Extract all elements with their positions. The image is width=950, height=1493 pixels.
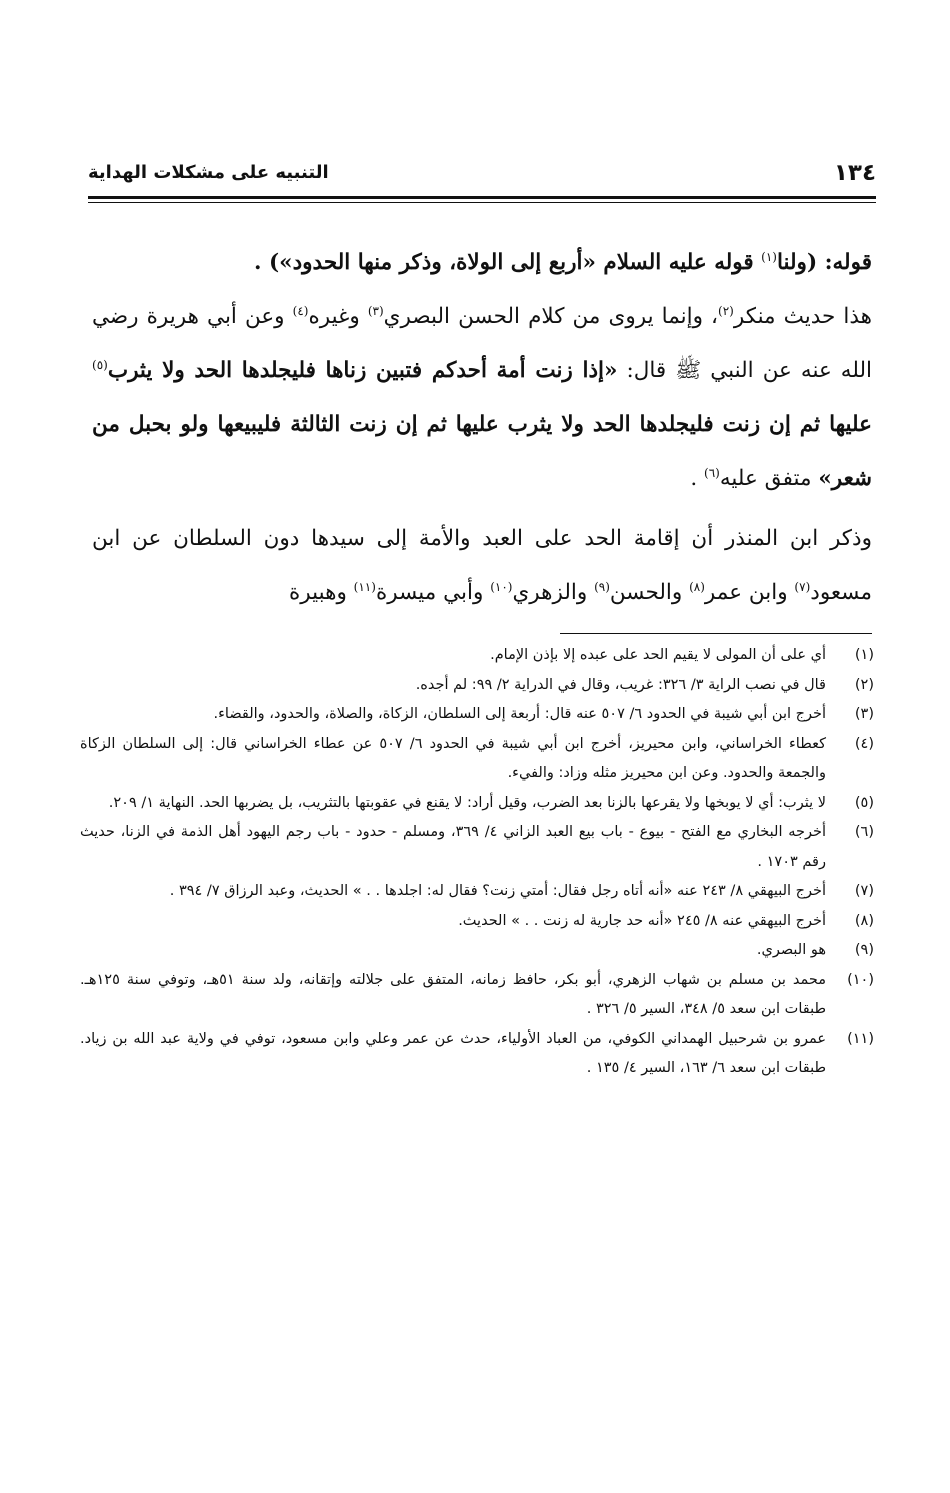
footnote-6 [80, 818, 874, 877]
p3-text-f: وهبيرة [289, 580, 354, 605]
footnote-ref-6: (٦) [704, 465, 720, 480]
footnote-ref-4: (٤) [292, 303, 309, 318]
paragraph-2 [92, 290, 872, 506]
footnote-text: محمد بن مسلم بن شهاب الزهري، أبو بكر، حافظ زمانه، المتفق على جلالته وإتقانه، ولد سنة ٥١هـ، وتوفي سنة ١٢٥هـ. طبقات ابن سعد ٥/ ٣٤٨، السير ٥/ ٣٢٦ . [80, 971, 827, 1017]
footnote-number: (٢) [854, 676, 874, 693]
footnote-5 [80, 789, 874, 819]
footnote-ref-2: (٢) [718, 303, 734, 318]
page-header [88, 160, 876, 186]
footnote-text: أخرج البيهقي عنه ٨/ ٢٤٥ «أنه حد جارية له زنت . . » الحديث. [458, 912, 826, 929]
p3-text-e: وأبي ميسرة [375, 580, 491, 605]
footnote-2 [80, 671, 874, 701]
footnote-4 [80, 730, 874, 789]
p1-text-b: قوله عليه السلام «أربع إلى الولاة، وذكر منها الحدود») . [254, 250, 762, 275]
footnote-11 [80, 1025, 874, 1084]
footnote-9 [80, 936, 874, 966]
paragraph-1 [92, 236, 872, 290]
p2-text-c: وغيره [308, 304, 368, 329]
header-rule-thick [88, 196, 876, 199]
footnote-number: (١١) [847, 1030, 874, 1047]
footnote-text: أخرج ابن أبي شيبة في الحدود ٦/ ٥٠٧ عنه قال: أربعة إلى السلطان، الزكاة، والصلاة، والحدود، والقضاء. [213, 706, 826, 722]
p2-text-a: هذا حديث منكر [733, 304, 872, 329]
footnote-text: قال في نصب الراية ٣/ ٣٢٦: غريب، وقال في الدراية ٢/ ٩٩: لم أجده. [415, 676, 826, 693]
footnote-text: عمرو بن شرحبيل الهمداني الكوفي، من العباد الأولياء، حدث عن عمر وعلي وابن مسعود، توفي في ولاية عبد الله بن زياد. طبقات ابن سعد ٦/ ١٦٣، السير ٤/ ١٣٥ . [80, 1030, 826, 1076]
footnote-ref-9: (٩) [594, 579, 610, 594]
p3-text-b: وابن عمر [704, 580, 795, 605]
hadith-text-1: «إذا زنت أمة أحدكم فتبين زناها فليجلدها الحد ولا يثرب [107, 358, 618, 383]
p2-text-d: وعن أبي هريرة رضي الله عنه عن النبي ﷺ قال: [92, 304, 872, 383]
p3-text-c: والحسن [609, 580, 690, 605]
footnote-text: أي على أن المولى لا يقيم الحد على عبده إلا بإذن الإمام. [490, 647, 826, 663]
footnote-ref-5: (٥) [92, 357, 108, 372]
p3-text-a: وذكر ابن المنذر أن إقامة الحد على العبد والأمة إلى سيدها دون السلطان عن ابن مسعود [92, 526, 872, 605]
footnote-text: هو البصري. [756, 942, 826, 958]
footnote-ref-1: (١) [761, 249, 777, 264]
p2-text-h: . [690, 466, 705, 491]
footnote-number: (٣) [854, 706, 874, 722]
p2-text-b: ، وإنما يروى من كلام الحسن البصري [383, 304, 718, 329]
p2-text-g: متفق عليه [719, 466, 819, 491]
footnote-separator [560, 633, 872, 634]
footnote-1 [80, 641, 874, 671]
footnote-10 [80, 966, 874, 1025]
footnote-text: لا يثرب: أي لا يوبخها ولا يقرعها بالزنا بعد الضرب، وقيل أراد: لا يقنع في عقوبتها بالتثريب، بل يضربها الحد. النهاية ١/ ٢٠٩. [108, 794, 826, 811]
footnote-ref-10: (١٠) [490, 579, 513, 594]
footnote-text: كعطاء الخراساني، وابن محيريز، أخرج ابن أبي شيبة في الحدود ٦/ ٥٠٧ عن عطاء الخراساني قال: إلى السلطان الزكاة والجمعة والحدود. وعن ابن محيريز مثله وزاد: والفيء. [80, 735, 826, 781]
page-number: ١٣٤ [833, 160, 876, 186]
footnote-number: (٩) [854, 942, 874, 958]
running-title: التنبيه على مشكلات الهداية [88, 162, 329, 183]
hadith-text-2: عليها ثم إن زنت فليجلدها الحد ولا يثرب عليها ثم إن زنت الثالثة فليبيعها ولو بحبل من شعر» [92, 412, 872, 491]
footnote-number: (٨) [854, 912, 874, 929]
footnote-7 [80, 877, 874, 907]
footnote-ref-3: (٣) [367, 303, 384, 318]
footnote-ref-7: (٧) [794, 579, 811, 594]
p3-text-d: والزهري [512, 580, 595, 605]
footnote-number: (٥) [854, 794, 874, 811]
footnote-number: (٦) [854, 824, 874, 840]
footnote-number: (٤) [854, 735, 874, 752]
footnotes [80, 641, 874, 1084]
p1-text-a: قوله: (ولنا [776, 250, 872, 275]
footnote-number: (١٠) [847, 971, 874, 988]
footnote-ref-8: (٨) [689, 579, 705, 594]
footnote-text: أخرجه البخاري مع الفتح - بيوع - باب بيع العبد الزاني ٤/ ٣٦٩، ومسلم - حدود - باب رجم اليهود أهل الذمة في الزنا، حديث رقم ١٧٠٣ . [80, 824, 826, 870]
footnote-number: (٧) [854, 883, 874, 899]
main-text [92, 236, 872, 620]
footnote-3 [80, 700, 874, 730]
footnote-text: أخرج البيهقي ٨/ ٢٤٣ عنه «أنه أتاه رجل فقال: أمتي زنت؟ فقال له: اجلدها . . » الحديث، وعبد الرزاق ٧/ ٣٩٤ . [169, 883, 826, 899]
footnote-number: (١) [854, 647, 874, 663]
footnote-8 [80, 907, 874, 937]
header-rule-thin [88, 202, 876, 203]
paragraph-3 [92, 512, 872, 620]
footnote-ref-11: (١١) [353, 579, 376, 594]
